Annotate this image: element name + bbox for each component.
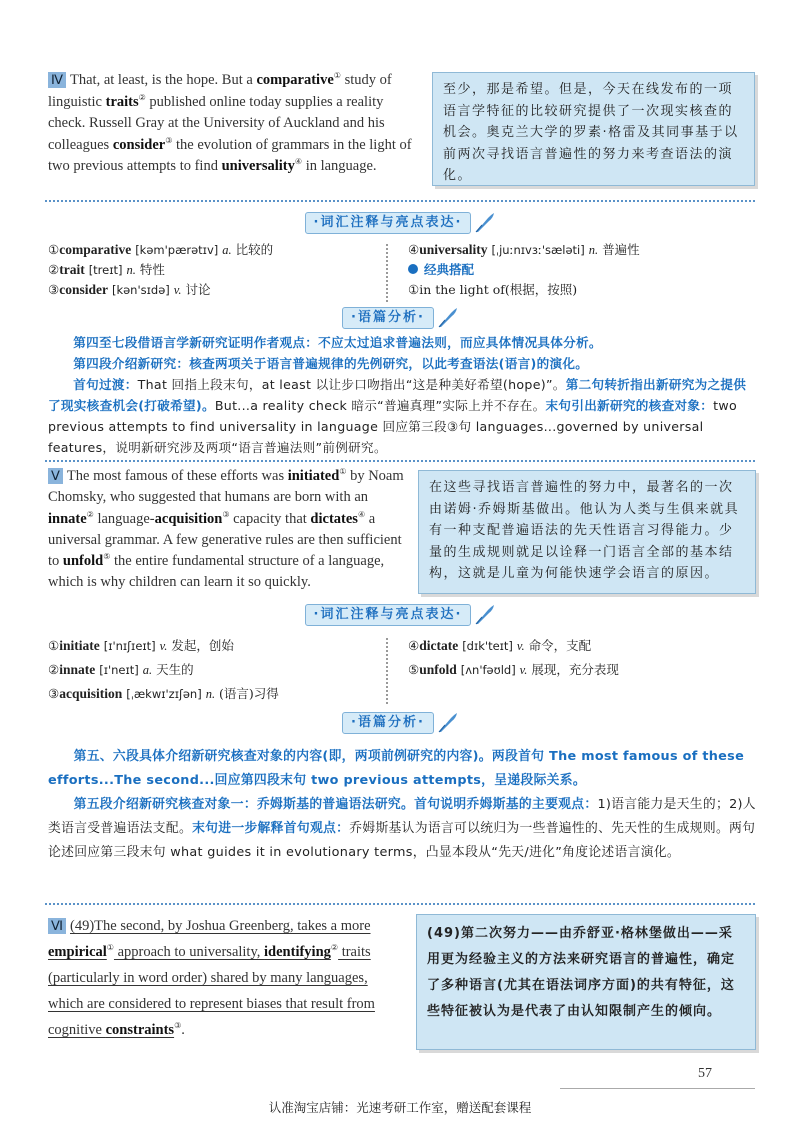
paragraph-4-translation: 至少，那是希望。但是，今天在线发布的一项语言学特征的比较研究提供了一次现实核查的机会。奥克兰大学的罗素·格雷及其同事基于以前两次寻找语言普遍性的努力来考查语法的演化。	[432, 72, 755, 186]
vocab-item: ③consider [kən'sɪdə] v. 讨论	[48, 282, 211, 297]
spring-divider	[386, 244, 398, 302]
analysis-banner: ·语篇分析·	[300, 307, 500, 329]
analysis-banner: ·语篇分析·	[300, 712, 500, 734]
quill-pen-icon	[473, 212, 495, 234]
paragraph-6-translation: (49)第二次努力——由乔舒亚·格林堡做出——采用更为经验主义的方法来研究语言的普遍性，确定了多种语言(尤其在语法词序方面)的共有特征，这些特征被认为是代表了由认知限制产生的倾向。	[416, 914, 756, 1050]
spring-divider	[386, 638, 398, 704]
analysis-4: 第四至七段借语言学新研究证明作者观点：不应太过追求普遍法则，而应具体情况具体分析。 第四段介绍新研究：核查两项关于语言普遍规律的先例研究，以此考查语法(语言)的演化。 首句过渡：That 回指上段末句，at least 以让步口吻指出“这是种美好希望(hope)”。第二句转折指出新研究为之提供了现实核查机会(打破希望)。But...a reality check 暗示“普遍真理”实际上并不存在。末句引出新研究的核查对象：two previous attempts to find universality in language 回应第三段③句 languages...governed by universal features，说明新研究涉及两项“语言普遍法则”前例研究。	[48, 335, 747, 455]
paragraph-6-english: Ⅵ (49)The second, by Joshua Greenberg, takes a more empirical① approach to universality, identifying② traits (particularly in word order) shared by many languages, which are considered to represent biases that result from cognitive constraints③.	[48, 918, 375, 1038]
divider	[45, 903, 755, 905]
quill-pen-icon	[473, 604, 495, 626]
bullet-icon	[408, 264, 418, 274]
keyword: empirical	[48, 944, 107, 960]
keyword: traits	[105, 93, 139, 110]
page-number: 57	[698, 1066, 712, 1081]
vocab-banner: ·词汇注释与亮点表达·	[240, 604, 560, 626]
keyword: constraints	[105, 1022, 175, 1038]
paragraph-number: Ⅴ	[48, 468, 63, 484]
vocab-item: ①comparative [kəm'pærətɪv] a. 比较的	[48, 242, 274, 257]
vocab-item: ②innate [ɪ'neɪt] a. 天生的	[48, 662, 194, 677]
paragraph-5-english: Ⅴ The most famous of these efforts was initiated① by Noam Chomsky, who suggested that humans are born with an innate② language-acquisition③ capacity that dictates④ a universal grammar. A few generative rules are then sufficient to unfold⑤ the entire fundamental structure of a language, which is why children can learn it so quickly.	[48, 467, 404, 591]
paragraph-5-translation: 在这些寻找语言普遍性的努力中，最著名的一次由诺姆·乔姆斯基做出。他认为人类与生俱来就具有一种支配普遍语法的先天性语言习得能力。少量的生成规则就足以诠释一门语言全部的基本结构，这就是儿童为何能快速学会语言的原因。	[418, 470, 756, 594]
collocation-item: ①in the light of(根据，按照)	[408, 282, 578, 297]
analysis-5: 第五、六段具体介绍新研究核查对象的内容(即，两项前例研究的内容)。两段首句 The most famous of these efforts...The second...回应第四段末句 two previous attempts，呈递段际关系。 第五段介绍新研究核查对象一：乔姆斯基的普遍语法研究。首句说明乔姆斯基的主要观点：1)语言能力是天生的；2)人类语言受普遍语法支配。末句进一步解释首句观点：乔姆斯基认为语言可以统归为一些普遍性的、先天性的生成规则。两句论述回应第三段末句 what guides it in evolutionary terms，凸显本段从“先天/进化”角度论述语言演化。	[48, 749, 756, 860]
keyword: identifying	[264, 944, 331, 960]
vocab-banner: ·词汇注释与亮点表达·	[240, 212, 560, 234]
paragraph-number: Ⅵ	[48, 918, 66, 934]
page-number-rule	[560, 1088, 755, 1089]
vocab-list-left	[48, 634, 368, 706]
paragraph-number: Ⅳ	[48, 72, 66, 88]
keyword: innate	[48, 510, 87, 527]
divider	[45, 200, 755, 202]
quill-pen-icon	[436, 307, 458, 329]
classic-collocation-heading: 经典搭配	[408, 260, 748, 280]
quill-pen-icon	[436, 712, 458, 734]
vocab-item: ⑤unfold [ʌn'fəʊld] v. 展现，充分表现	[408, 662, 619, 677]
vocab-item: ②trait [treɪt] n. 特性	[48, 262, 165, 277]
keyword: dictates	[310, 510, 358, 527]
vocab-item: ④universality [ˌjuːnɪvɜː'sæləti] n. 普遍性	[408, 242, 640, 257]
vocab-list-left	[48, 240, 368, 300]
keyword: initiated	[287, 468, 340, 484]
keyword: acquisition	[154, 510, 223, 527]
keyword: consider	[112, 136, 166, 153]
paragraph-4-english: Ⅳ That, at least, is the hope. But a comparative① study of linguistic traits② published online today supplies a reality check. Russell Gray at the University of Auckland and his colleagues consider③ the evolution of grammars in the light of two previous attempts to find universality④ in language.	[48, 71, 412, 175]
keyword: comparative	[256, 72, 334, 88]
keyword: universality	[221, 158, 295, 175]
keyword: unfold	[62, 553, 104, 570]
divider	[45, 460, 755, 462]
vocab-item: ①initiate [ɪ'nɪʃɪeɪt] v. 发起，创始	[48, 638, 234, 653]
vocab-list-right	[408, 634, 748, 682]
vocab-list-right	[408, 240, 748, 300]
vocab-item: ④dictate [dɪk'teɪt] v. 命令，支配	[408, 638, 592, 653]
vocab-item: ③acquisition [ˌækwɪ'zɪʃən] n. (语言)习得	[48, 686, 279, 701]
footer-note: 认准淘宝店铺：光速考研工作室，赠送配套课程	[268, 1100, 532, 1115]
